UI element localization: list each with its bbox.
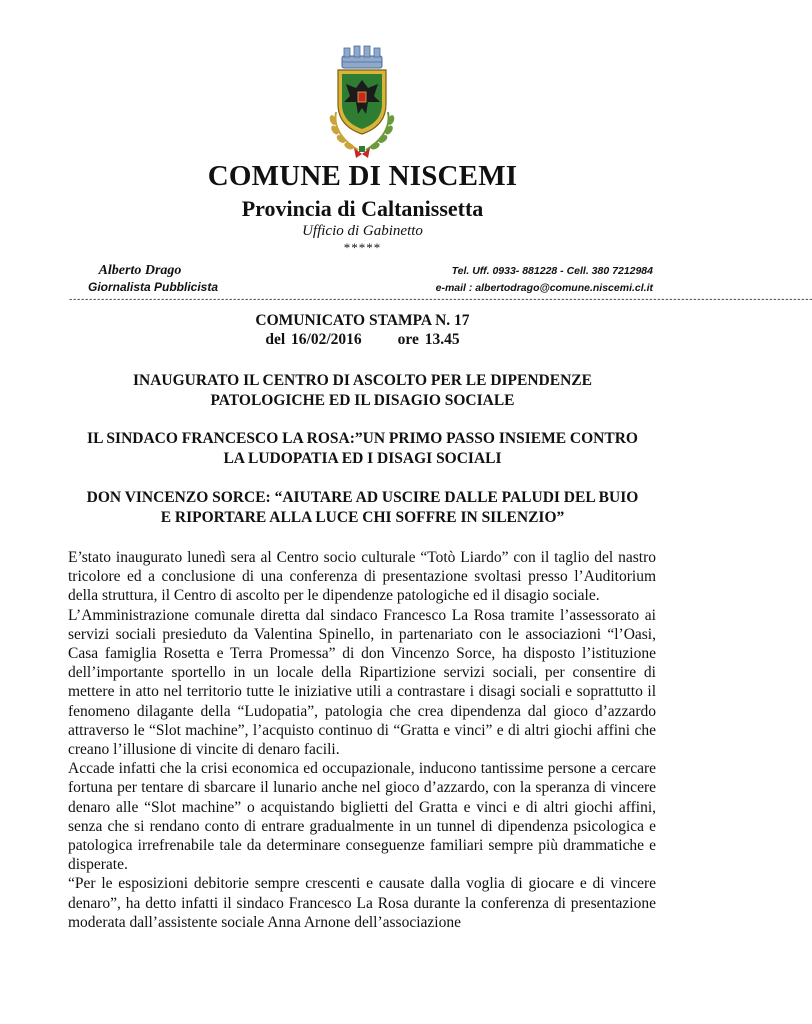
dashed-divider: ------------------------------------------------------------------------------------------------------------------------------------------------------------------------------------------ [68, 295, 812, 305]
release-date: del 16/02/2016 [265, 331, 362, 348]
office-subtitle: Ufficio di Gabinetto [302, 223, 423, 239]
press-release-number: COMUNICATO STAMPA N. 17 [255, 312, 470, 329]
article-body [68, 548, 656, 932]
province-title: Provincia di Caltanissetta [241, 196, 484, 221]
paragraph: Accade infatti che la crisi economica ed occupazionale, inducono tantissime persone a cercare fortuna per tentare di sbarcare il lunario anche nel gioco d’azzardo, con la speranza di vincere denaro alle “Slot machine” o acquistando biglietti del Gratta e vinci e di altri giochi affini, senza che si rendano conto di entrare gradualmente in un tunnel di dipendenza psicologica e patologica irrefrenabile tale da determinare conseguenze familiari sempre più drammatiche e disperate. [68, 760, 656, 874]
author-role: Giornalista Pubblicista [87, 280, 219, 294]
headline-3: DON VINCENZO SORCE: “AIUTARE AD USCIRE DALLE PALUDI DEL BUIO E RIPORTARE ALLA LUCE CHI SOFFRE IN SILENZIO” [86, 489, 639, 526]
coat-of-arms-icon [318, 42, 406, 160]
paragraph: L’Amministrazione comunale diretta dal sindaco Francesco La Rosa tramite l’assessorato ai servizi sociali presieduto da Valentina Spinello, in partenariato con le associazioni “l’Oasi, Casa famiglia Rosetta e Terra Promessa” di don Vincenzo Sorce, ha disposto l’istituzione dell’importante sportello in un locale della Ripartizione servizi sociali, per consentire di mettere in atto nel territorio tutte le iniziative utili a contrastare i disagi sociali e soprattutto il fenomeno dilagante della “Ludopatia”, patologia che crea dipendenza dal gioco d’azzardo attraverso le “Slot machine”, l’acquisto continuo di “Gratta e vinci” e di altri giochi affini che creano l’illusione di vincite di denaro facili. [68, 606, 656, 759]
press-release-date [0, 331, 725, 349]
paragraph: E’stato inaugurato lunedì sera al Centro socio culturale “Totò Liardo” con il taglio del nastro tricolore ed a conclusione di una conferenza di presentazione svoltasi presso l’Auditorium della struttura, il Centro di ascolto per le dipendenze patologiche ed il disagio sociale. [68, 549, 656, 605]
crown-icon [342, 46, 382, 68]
phone-numbers: Tel. Uff. 0933- 881228 - Cell. 380 7212984 [451, 265, 653, 277]
paragraph: “Per le esposizioni debitorie sempre crescenti e causate dalla voglia di giocare e di vincere denaro”, ha detto infatti il sindaco Francesco La Rosa durante la conferenza di presentazione moderata dall’assistente sociale Anna Arnone dell’associazione [68, 875, 656, 931]
headline-1: INAUGURATO IL CENTRO DI ASCOLTO PER LE DIPENDENZE PATOLOGICHE ED IL DISAGIO SOCIALE [133, 372, 592, 409]
headline-2: IL SINDACO FRANCESCO LA ROSA:”UN PRIMO PASSO INSIEME CONTRO LA LUDOPATIA ED I DISAGI SOCIALI [87, 430, 638, 467]
stars-separator: ***** [343, 240, 382, 255]
email-address: e-mail : albertodrago@comune.niscemi.cl.it [435, 282, 653, 294]
municipality-title: COMUNE DI NISCEMI [207, 160, 518, 192]
author-name: Alberto Drago [98, 263, 182, 278]
release-time: ore 13.45 [397, 331, 460, 348]
